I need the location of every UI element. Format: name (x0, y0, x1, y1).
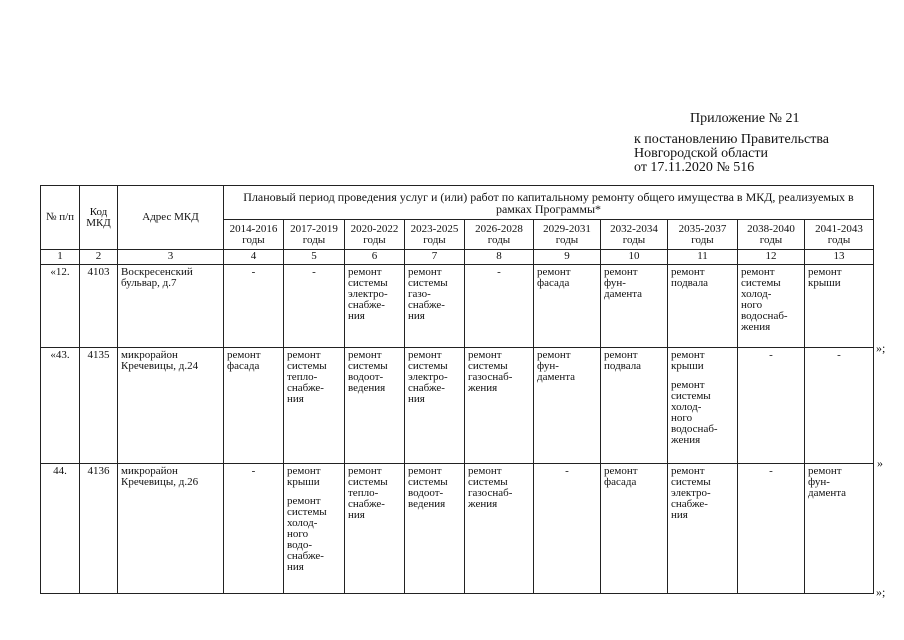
header-period: 2038-2040 годы (738, 220, 805, 250)
work-item: ремонт системы холод- ного водо- снабже- ния (287, 495, 327, 573)
work-item: ремонт подвала (671, 266, 709, 289)
header-address: Адрес МКД (118, 186, 224, 250)
capital-repair-table (40, 185, 874, 594)
work-cell (668, 464, 738, 594)
work-item: ремонт системы электро- снабже- ния (671, 465, 711, 521)
work-item: - (769, 349, 773, 361)
closing-quote-2: » (877, 456, 883, 470)
work-item: - (565, 465, 569, 477)
row-number: «43. (41, 348, 80, 464)
resolution-line-2: Новгородской области (634, 146, 768, 161)
header-number: № п/п (41, 186, 80, 250)
column-number: 3 (118, 250, 224, 265)
work-cell (284, 348, 345, 464)
row-number: 44. (41, 464, 80, 594)
column-number: 10 (601, 250, 668, 265)
column-number: 7 (405, 250, 465, 265)
work-cell (345, 464, 405, 594)
header-period: 2026-2028 годы (465, 220, 534, 250)
building-address: микрорайон Кречевицы, д.24 (118, 348, 224, 464)
row-number: «12. (41, 265, 80, 348)
column-number: 5 (284, 250, 345, 265)
work-item: ремонт подвала (604, 349, 642, 372)
column-number: 4 (224, 250, 284, 265)
work-item: ремонт системы газоснаб- жения (468, 349, 513, 394)
work-cell (601, 348, 668, 464)
work-cell (405, 348, 465, 464)
work-cell (601, 265, 668, 348)
work-item: ремонт системы газо- снабже- ния (408, 266, 448, 322)
work-cell (465, 348, 534, 464)
column-number: 2 (80, 250, 118, 265)
header-period: 2035-2037 годы (668, 220, 738, 250)
work-item: - (251, 266, 256, 278)
work-item: - (312, 266, 316, 278)
work-cell (534, 265, 601, 348)
table-row (41, 265, 874, 348)
work-item: ремонт системы холод- ного водоснаб- жения (671, 379, 718, 446)
work-cell (405, 265, 465, 348)
header-period: 2032-2034 годы (601, 220, 668, 250)
building-code: 4103 (80, 265, 118, 348)
building-address: Воскресенский бульвар, д.7 (118, 265, 224, 348)
work-cell (224, 464, 284, 594)
work-item: ремонт системы тепло- снабже- ния (287, 349, 327, 405)
work-cell (805, 464, 874, 594)
work-item: ремонт фун- дамента (604, 266, 643, 300)
work-cell (405, 464, 465, 594)
work-item: ремонт системы водоот- ведения (408, 465, 448, 510)
work-cell (738, 464, 805, 594)
appendix-title: Приложение № 21 (690, 111, 800, 126)
building-address: микрорайон Кречевицы, д.26 (118, 464, 224, 594)
work-cell (668, 265, 738, 348)
column-number: 12 (738, 250, 805, 265)
work-cell (534, 348, 601, 464)
work-cell (668, 348, 738, 464)
header-period-title: Плановый период проведения услуг и (или) работ по капитальному ремонту общего имущества в МКД, реализуемых в рамках Программы* (224, 186, 874, 220)
table-row (41, 464, 874, 594)
column-number: 11 (668, 250, 738, 265)
table-row (41, 348, 874, 464)
header-code: Код МКД (80, 186, 118, 250)
work-item: - (837, 349, 841, 361)
work-item: ремонт крыши (808, 266, 842, 289)
header-period: 2020-2022 годы (345, 220, 405, 250)
resolution-line-3: от 17.11.2020 № 516 (634, 160, 755, 175)
work-cell (805, 265, 874, 348)
work-cell (465, 265, 534, 348)
work-item: - (769, 465, 773, 477)
work-cell (224, 265, 284, 348)
work-item: ремонт системы тепло- снабже- ния (348, 465, 388, 521)
work-item: ремонт фун- дамента (808, 465, 847, 499)
work-cell (284, 265, 345, 348)
header-period: 2017-2019 годы (284, 220, 345, 250)
column-number: 9 (534, 250, 601, 265)
work-item: ремонт системы электро- снабже- ния (408, 349, 448, 405)
work-item: - (251, 465, 256, 477)
work-cell (284, 464, 345, 594)
column-number: 1 (41, 250, 80, 265)
header-period: 2014-2016 годы (224, 220, 284, 250)
column-number: 6 (345, 250, 405, 265)
header-period: 2023-2025 годы (405, 220, 465, 250)
column-number: 8 (465, 250, 534, 265)
work-item: ремонт системы водоот- ведения (348, 349, 388, 394)
work-item: ремонт фасада (604, 465, 638, 488)
work-item: ремонт крыши (671, 349, 705, 372)
resolution-line-1: к постановлению Правительства (634, 132, 830, 147)
work-cell (345, 265, 405, 348)
work-cell (738, 348, 805, 464)
column-number: 13 (805, 250, 874, 265)
work-item: ремонт фасада (537, 266, 571, 289)
work-item: ремонт системы газоснаб- жения (468, 465, 513, 510)
work-cell (345, 348, 405, 464)
work-cell (805, 348, 874, 464)
work-cell (224, 348, 284, 464)
work-cell (738, 265, 805, 348)
header-period: 2041-2043 годы (805, 220, 874, 250)
work-item: ремонт фасада (227, 349, 261, 372)
closing-quote-3: »; (876, 585, 886, 599)
work-item: ремонт системы электро- снабже- ния (348, 266, 388, 322)
work-item: ремонт системы холод- ного водоснаб- жения (741, 266, 788, 333)
work-cell (465, 464, 534, 594)
building-code: 4135 (80, 348, 118, 464)
work-cell (601, 464, 668, 594)
work-item: ремонт фун- дамента (537, 349, 576, 383)
building-code: 4136 (80, 464, 118, 594)
work-item: - (497, 266, 501, 278)
header-period: 2029-2031 годы (534, 220, 601, 250)
work-cell (534, 464, 601, 594)
closing-quote-1: »; (876, 341, 886, 355)
work-item: ремонт крыши (287, 465, 321, 488)
